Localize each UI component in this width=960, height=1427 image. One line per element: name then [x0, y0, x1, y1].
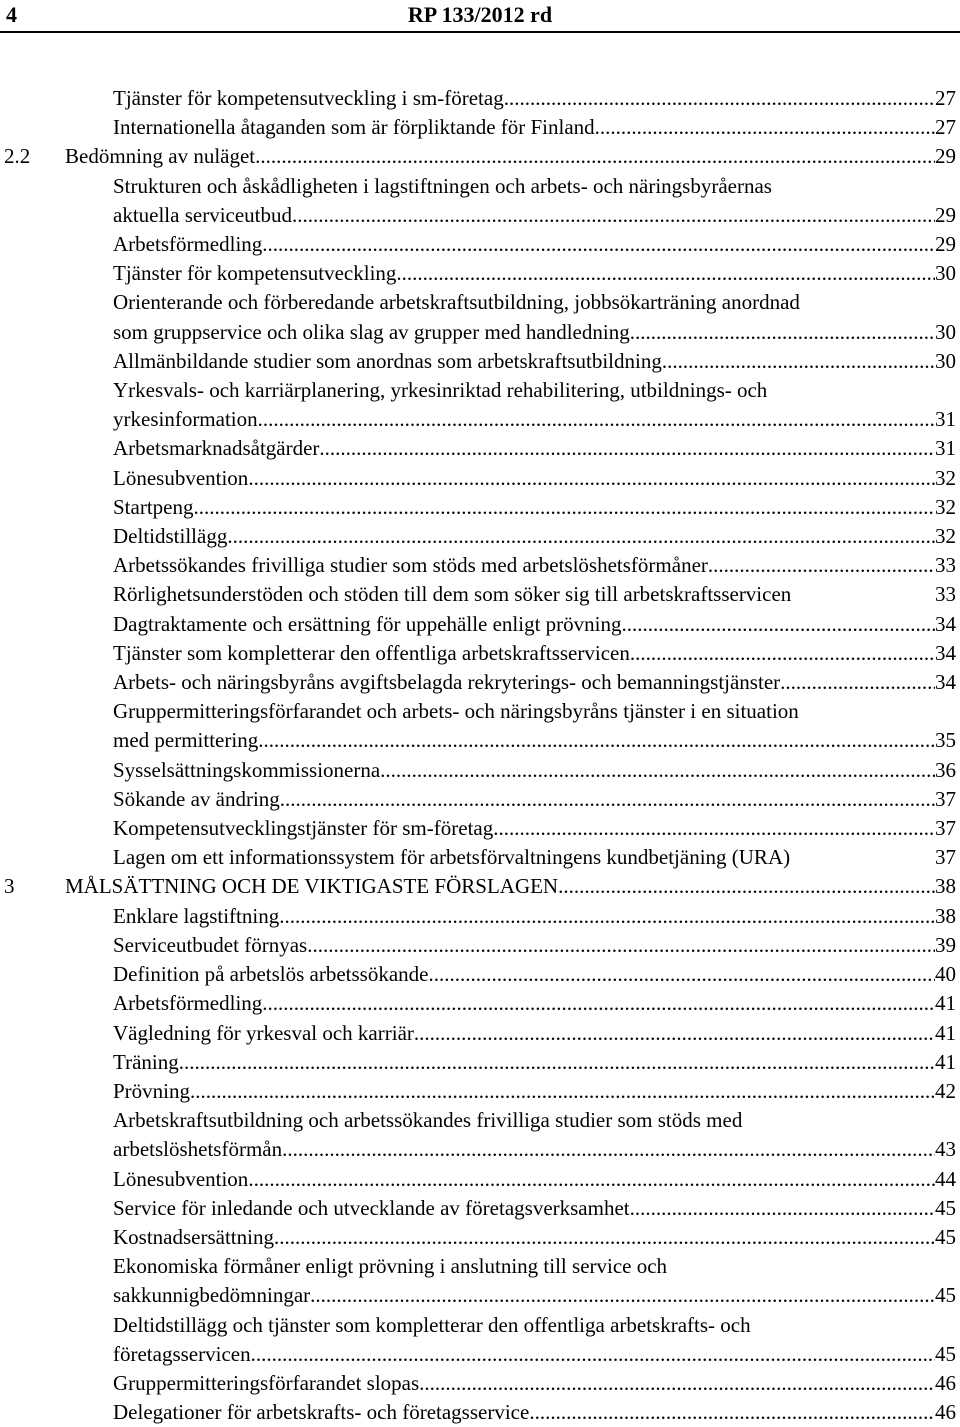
toc-leader-dots [255, 142, 935, 171]
toc-title: Internationella åtaganden som är förpliktande för Finland [113, 115, 595, 140]
toc-entry [0, 610, 960, 639]
toc-page-number: 34 [935, 640, 956, 665]
toc-entry [0, 668, 960, 697]
document-id: RP 133/2012 rd [407, 2, 553, 27]
toc-page-number: 31 [935, 407, 956, 432]
toc-entry [0, 1019, 960, 1048]
toc-entry [0, 639, 960, 668]
toc-entry [0, 142, 960, 171]
toc-title: yrkesinformation [113, 407, 258, 432]
toc-title: aktuella serviceutbud [113, 202, 293, 227]
toc-title: Tjänster som kompletterar den offentliga arbetskraftsservicen [113, 640, 630, 665]
toc-entry [0, 347, 960, 376]
toc-page-number: 38 [935, 874, 956, 899]
toc-entry [0, 172, 960, 230]
toc-leader-dots [622, 610, 935, 639]
toc-leader-dots [227, 522, 935, 551]
toc-page-number: 33 [935, 582, 956, 607]
toc-entry [0, 902, 960, 931]
toc-title: Arbetskraftsutbildning och arbetssökandes frivilliga studier som stöds med [113, 1108, 743, 1133]
toc-line [0, 113, 956, 142]
toc-title: Träning [113, 1049, 179, 1074]
toc-leader-dots [504, 84, 935, 113]
toc-line [0, 785, 956, 814]
toc-title: Rörlighetsunderstöden och stöden till dem som söker sig till arbetskraftsservicen [113, 582, 792, 607]
toc-line [0, 1019, 956, 1048]
toc-page-number: 45 [935, 1283, 956, 1308]
toc-leader-dots [558, 872, 935, 901]
toc-entry [0, 989, 960, 1018]
toc-entry [0, 464, 960, 493]
toc-line [0, 1281, 956, 1310]
toc-line [0, 872, 956, 901]
toc-title: Allmänbildande studier som anordnas som arbetskraftsutbildning [113, 348, 662, 373]
toc-page-number: 27 [935, 86, 956, 110]
toc-title: Orienterande och förberedande arbetskraftsutbildning, jobbsökarträning anordnad [113, 290, 800, 315]
toc-page-number: 33 [935, 553, 956, 578]
toc-title: Serviceutbudet förnyas [113, 932, 308, 957]
toc-entry [0, 785, 960, 814]
toc-title: Arbetsmarknadsåtgärder [113, 436, 320, 461]
toc-line [0, 610, 956, 639]
toc-line [0, 142, 956, 171]
toc-title: företagsservicen [113, 1341, 251, 1366]
toc-leader-dots [595, 113, 935, 142]
toc-entry [0, 434, 960, 463]
toc-line [0, 639, 956, 668]
toc-leader-dots [280, 785, 935, 814]
toc-leader-dots [429, 960, 936, 989]
toc-leader-dots [262, 230, 935, 259]
toc-page-number: 40 [935, 962, 956, 987]
toc-line [0, 1311, 956, 1340]
toc-entry [0, 84, 960, 113]
toc-entry [0, 931, 960, 960]
toc-title: Arbets- och näringsbyråns avgiftsbelagda rekryterings- och bemanningstjänster [113, 670, 781, 695]
toc-title: Service för inledande och utvecklande av företagsverksamhet [113, 1195, 630, 1220]
toc-line [0, 814, 956, 843]
toc-title: med permittering [113, 728, 259, 753]
toc-line [0, 522, 956, 551]
toc-section-number: 2.2 [4, 144, 31, 169]
toc-entry [0, 872, 960, 901]
toc-entry [0, 814, 960, 843]
toc-line [0, 580, 956, 609]
toc-leader-dots [310, 1281, 935, 1310]
toc-page-number: 30 [935, 348, 956, 373]
toc-line [0, 1135, 956, 1164]
toc-line [0, 931, 956, 960]
toc-leader-dots [279, 902, 935, 931]
toc-line [0, 726, 956, 755]
toc-page-number: 30 [935, 319, 956, 344]
toc-page-number: 37 [935, 786, 956, 811]
toc-title: Deltidstillägg [113, 524, 228, 549]
toc-line [0, 989, 956, 1018]
toc-line [0, 697, 956, 726]
toc-line [0, 551, 956, 580]
toc-title: Prövning [113, 1078, 191, 1103]
toc-line [0, 1223, 956, 1252]
toc-page-number: 38 [935, 903, 956, 928]
toc-entry [0, 1106, 960, 1164]
toc-line [0, 84, 956, 113]
toc-leader-dots [274, 1223, 935, 1252]
toc-entry [0, 1165, 960, 1194]
toc-leader-dots [248, 464, 935, 493]
page-header [0, 0, 960, 32]
toc-page-number: 41 [935, 1020, 956, 1045]
toc-page-number: 34 [935, 611, 956, 636]
toc-title: som gruppservice och olika slag av grupper med handledning [113, 319, 630, 344]
header-rule [0, 31, 960, 33]
toc-title: sakkunnigbedömningar [113, 1283, 311, 1308]
toc-line [0, 347, 956, 376]
page-number: 4 [6, 2, 17, 27]
toc-title: Strukturen och åskådligheten i lagstiftningen och arbets- och näringsbyråernas [113, 173, 772, 198]
toc-entry [0, 522, 960, 551]
toc-leader-dots [319, 434, 935, 463]
toc-title: Sökande av ändring [113, 786, 280, 811]
toc-title: Gruppermitteringsförfarandet och arbets- och näringsbyråns tjänster i en situation [113, 699, 799, 724]
toc-title: Lagen om ett informationssystem för arbetsförvaltningens kundbetjäning (URA) [113, 845, 791, 870]
toc-page-number: 39 [935, 932, 956, 957]
toc-page-number: 32 [935, 465, 956, 490]
toc-page-number: 44 [935, 1166, 956, 1191]
toc-title: Enklare lagstiftning [113, 903, 280, 928]
toc-line [0, 1340, 956, 1369]
toc-leader-dots [396, 259, 935, 288]
toc-leader-dots [630, 639, 935, 668]
toc-title: Definition på arbetslös arbetssökande [113, 962, 429, 987]
toc-page-number: 29 [935, 144, 956, 169]
toc-page-number: 36 [935, 757, 956, 782]
toc-leader-dots [258, 726, 935, 755]
toc-line [0, 1252, 956, 1281]
toc-title: Deltidstillägg och tjänster som kompletterar den offentliga arbetskrafts- och [113, 1312, 751, 1337]
toc-page-number: 42 [935, 1078, 956, 1103]
toc-title: Vägledning för yrkesval och karriär [113, 1020, 414, 1045]
toc-title: Lönesubvention [113, 1166, 249, 1191]
toc-leader-dots [292, 201, 935, 230]
toc-leader-dots [282, 1135, 935, 1164]
toc-line [0, 376, 956, 405]
toc-page-number: 45 [935, 1224, 956, 1249]
toc-line [0, 259, 956, 288]
toc-title: Sysselsättningskommissionerna [113, 757, 381, 782]
toc-line [0, 1165, 956, 1194]
toc-title: Arbetssökandes frivilliga studier som stöds med arbetslöshetsförmåner [113, 553, 708, 578]
toc-line [0, 288, 956, 317]
toc-line [0, 843, 956, 872]
toc-page-number: 31 [935, 436, 956, 461]
toc-title: Dagtraktamente och ersättning för uppehälle enligt prövning [113, 611, 622, 636]
toc-entry [0, 288, 960, 346]
toc-line [0, 668, 956, 697]
toc-page-number: 35 [935, 728, 956, 753]
toc-title: Startpeng [113, 494, 194, 519]
toc-title: MÅLSÄTTNING OCH DE VIKTIGASTE FÖRSLAGEN [65, 874, 559, 899]
toc-page-number: 32 [935, 494, 956, 519]
toc-section-number: 3 [4, 874, 15, 899]
toc-page-number: 27 [935, 115, 956, 140]
toc-entry [0, 259, 960, 288]
toc-line [0, 318, 956, 347]
toc-entry [0, 1048, 960, 1077]
toc-title: Kompetensutvecklingstjänster för sm-företag [113, 816, 494, 841]
toc-line [0, 1398, 956, 1427]
toc-line [0, 1077, 956, 1106]
toc-title: Tjänster för kompetensutveckling [113, 261, 397, 286]
toc-line [0, 405, 956, 434]
table-of-contents [0, 84, 960, 1427]
toc-leader-dots [251, 1340, 935, 1369]
toc-entry [0, 697, 960, 755]
toc-title: Arbetsförmedling [113, 232, 263, 257]
toc-leader-dots [419, 1369, 935, 1398]
toc-line [0, 1369, 956, 1398]
toc-line [0, 230, 956, 259]
toc-entry [0, 551, 960, 580]
toc-entry [0, 1252, 960, 1310]
toc-line [0, 756, 956, 785]
toc-title: Tjänster för kompetensutveckling i sm-företag [113, 86, 504, 110]
toc-title: arbetslöshetsförmån [113, 1137, 283, 1162]
toc-page-number: 43 [935, 1137, 956, 1162]
toc-leader-dots [662, 347, 935, 376]
toc-title: Bedömning av nuläget [65, 144, 256, 169]
toc-page-number: 41 [935, 1049, 956, 1074]
toc-line [0, 1194, 956, 1223]
toc-title: Delegationer för arbetskrafts- och företagsservice [113, 1400, 530, 1425]
toc-line [0, 960, 956, 989]
toc-entry [0, 843, 960, 872]
toc-title: Lönesubvention [113, 465, 249, 490]
toc-title: Yrkesvals- och karriärplanering, yrkesinriktad rehabilitering, utbildnings- och [113, 378, 768, 403]
toc-line [0, 201, 956, 230]
toc-leader-dots [190, 1077, 935, 1106]
toc-entry [0, 1223, 960, 1252]
toc-title: Ekonomiska förmåner enligt prövning i anslutning till service och [113, 1254, 668, 1279]
toc-leader-dots [529, 1398, 935, 1427]
toc-leader-dots [262, 989, 935, 1018]
toc-line [0, 1106, 956, 1135]
toc-page-number: 37 [935, 845, 956, 870]
toc-leader-dots [780, 668, 935, 697]
toc-entry [0, 960, 960, 989]
toc-leader-dots [493, 814, 935, 843]
toc-entry [0, 1077, 960, 1106]
toc-page-number: 46 [935, 1370, 956, 1395]
toc-page-number: 46 [935, 1400, 956, 1425]
toc-entry [0, 1194, 960, 1223]
toc-page-number: 29 [935, 232, 956, 257]
toc-entry [0, 113, 960, 142]
toc-leader-dots [248, 1165, 935, 1194]
toc-leader-dots [258, 405, 935, 434]
toc-entry [0, 493, 960, 522]
toc-line [0, 172, 956, 201]
toc-entry [0, 1311, 960, 1369]
toc-entry [0, 756, 960, 785]
toc-page-number: 41 [935, 991, 956, 1016]
toc-entry [0, 1369, 960, 1398]
toc-entry [0, 376, 960, 434]
toc-leader-dots [414, 1019, 935, 1048]
toc-leader-dots [708, 551, 935, 580]
toc-leader-dots [193, 493, 935, 522]
toc-page-number: 37 [935, 816, 956, 841]
toc-leader-dots [179, 1048, 935, 1077]
toc-title: Kostnadsersättning [113, 1224, 274, 1249]
toc-entry [0, 230, 960, 259]
toc-page-number: 34 [935, 670, 956, 695]
toc-leader-dots [630, 318, 935, 347]
toc-line [0, 493, 956, 522]
toc-page-number: 45 [935, 1341, 956, 1366]
toc-title: Gruppermitteringsförfarandet slopas [113, 1370, 420, 1395]
toc-title: Arbetsförmedling [113, 991, 263, 1016]
toc-leader-dots [630, 1194, 935, 1223]
toc-leader-dots [307, 931, 935, 960]
toc-page-number: 30 [935, 261, 956, 286]
toc-entry [0, 1398, 960, 1427]
toc-line [0, 902, 956, 931]
toc-page-number: 45 [935, 1195, 956, 1220]
toc-page-number: 32 [935, 524, 956, 549]
toc-page-number: 29 [935, 202, 956, 227]
toc-line [0, 464, 956, 493]
toc-line [0, 1048, 956, 1077]
toc-line [0, 434, 956, 463]
toc-leader-dots [380, 756, 935, 785]
toc-entry [0, 580, 960, 609]
